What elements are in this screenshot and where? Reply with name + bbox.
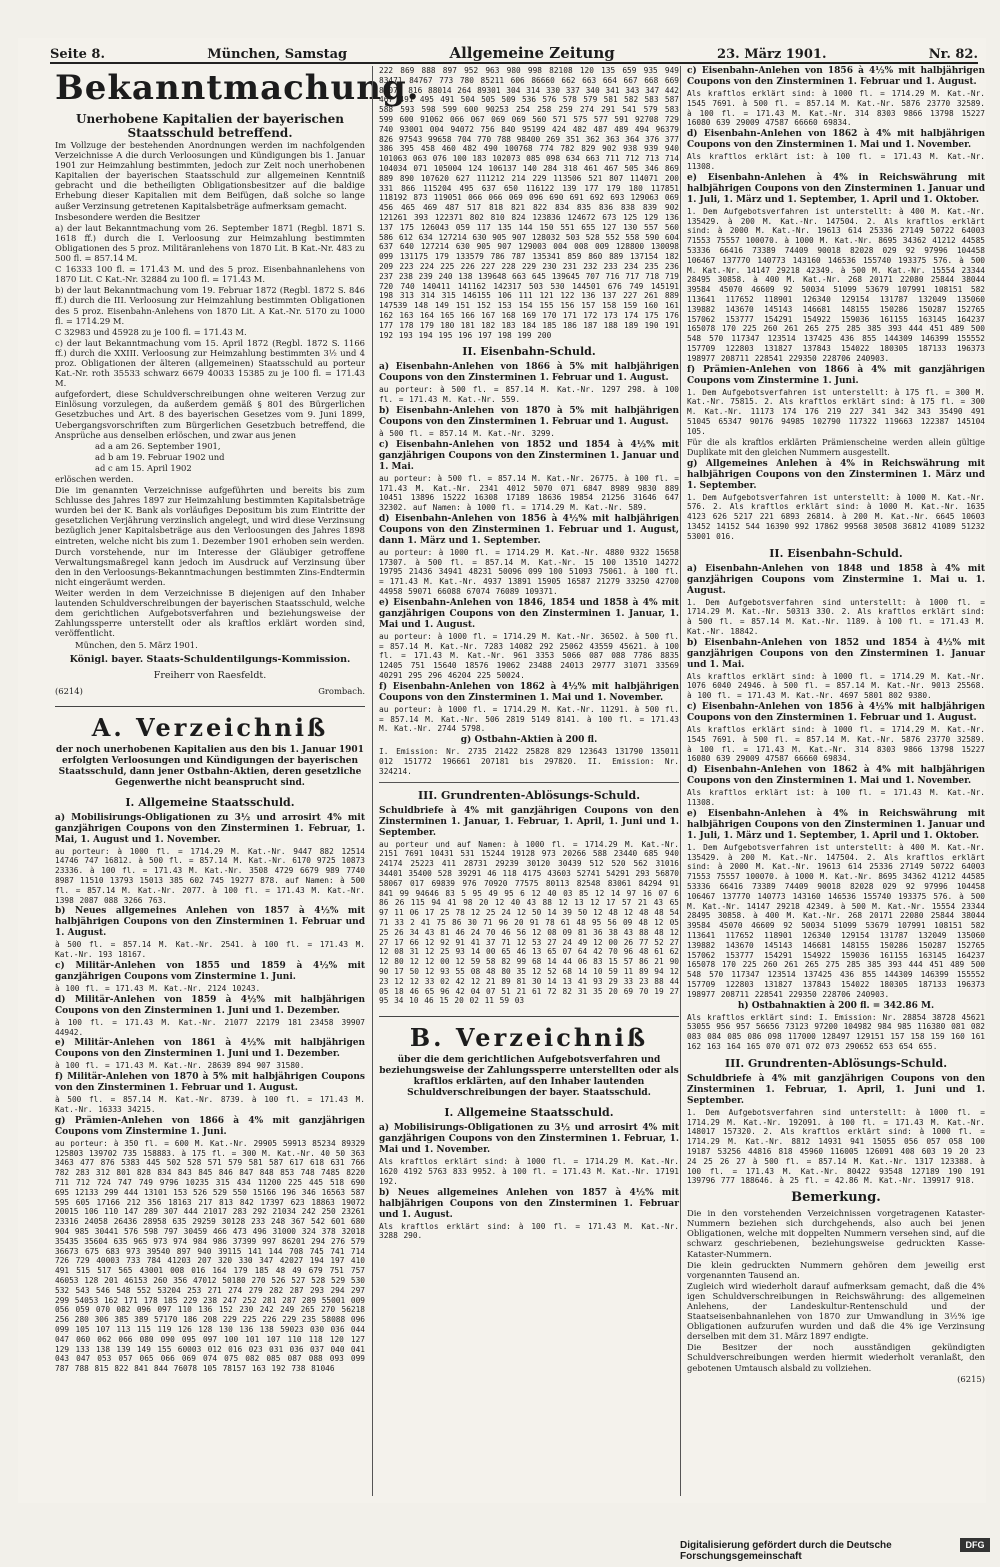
commission-name: Königl. bayer. Staats-Schuldentilgungs-Kommission.	[69, 653, 351, 665]
remark-paragraph: Die klein gedruckten Nummern gehören dem jeweilig erst vorgenannten Tausend an.	[687, 1259, 985, 1280]
section-heading: I. Allgemeine Staatsschuld.	[444, 1106, 614, 1120]
item-heading: e) Eisenbahn-Anlehen von 1846, 1854 und 1858 à 4% mit ganzjährigen Coupons von den Zinsterminen 1. Januar, 1. Mai und 1. August.	[379, 597, 679, 630]
list-item-a2: C 16333 100 fl. = 171.43 M. und des 5 proz. Eisenbahnanlehens von 1870 Lit. C Kat.-Nr. 32884 zu 100 fl. = 171.43 M.	[55, 264, 365, 285]
section-heading: III. Grundrenten-Ablösungs-Schuld.	[417, 788, 641, 802]
catalog-numbers: au porteur: à 1000 fl. = 1714.29 M. Kat.-Nr. 4880 9322 15658 17307. à 500 fl. = 857.14 M. Kat.-Nr. 15 100 13510 14272 19795 21436 34941 48231 50096 099 100 51093 75061. à 100 fl. = 171.43 M. Kat.-Nr. 4937 13891 15905 16587 21279 33250 42700 44958 59071 66088 67074 76089 109371.	[379, 547, 679, 597]
paragraph-4: Weiter werden in dem Verzeichnisse B diejenigen auf den Inhaber lautenden Schuldverschreibungen der bayerischen Staatsschuld, welche dem gerichtlichen Aufgebotsverfahren und beziehungsweise der Zahlungssperre unterstellt oder als kraftlos erklärt worden sind, veröffentlicht.	[55, 588, 365, 639]
item-heading: h) Ostbahnaktien à 200 fl. = 342.86 M.	[737, 1000, 935, 1011]
catalog-numbers: Als kraftlos erklärt sind: à 1000 fl. = 1714.29 M. Kat.-Nr. 1076 6040 24946. à 500 fl. = 857.14 M. Kat.-Nr. 9013 25568. à 100 fl. = 171.43 M. Kat.-Nr. 4697 5801 802 9380.	[687, 671, 985, 701]
section-heading: III. Grundrenten-Ablösungs-Schuld.	[724, 1056, 948, 1070]
paragraph-3: Durch vorstehende, nur im Interesse der Gläubiger getroffene Verwaltungsmaßregel kann jedoch im Ausdruck auf Verzinsung über den in den Verloosungs-Bekanntmachungen bestimmten Zins-Endtermin nicht eingeräumt werden.	[55, 546, 365, 587]
list-item-a: a) der laut Bekanntmachung vom 26. September 1871 (Regbl. 1871 S. 1618 ff.) durch die I. Verloosung zur Heimzahlung bestimmten Obligationen des 5 proz. Militäranlehens von 1870 Lit. B Kat.-Nr. 483 zu 500 fl. = 857.14 M.	[55, 222, 365, 264]
remark-paragraph: Die Besitzer der noch ausständigen gekündigten Schuldverschreibungen werden hiermit wiederholt veranlaßt, den gebotenen Umtausch alsbald zu vollziehen.	[687, 1342, 985, 1373]
verzeichnis-b-description: über die dem gerichtlichen Aufgebotsverfahren und beziehungsweise der Zahlungssperre unterstellten oder als kraftlos erklärten, auf den Inhaber lautenden Schuldverschreibungen der bayer. Staatsschuld.	[379, 1055, 679, 1099]
list-item-b: b) der laut Bekanntmachung vom 19. Februar 1872 (Regbl. 1872 S. 846 ff.) durch die III. Verloosung zur Heimzahlung bestimmten Obligationen des 5 proz. Eisenbahn-Anlehens von 1870 Lit. A Kat.-Nr. 5170 zu 1000 fl. = 1714.29 M.	[55, 285, 365, 326]
list-item-c: c) der laut Bekanntmachung vom 15. April 1872 (Regbl. 1872 S. 1166 ff.) durch die XXIII. Verloosung zur Heimzahlung bestimmten 3½ und 4 proz. Obligationen der älteren (allgemeinen) Staatsschuld au porteur Kat.-Nr. roth 35533 schwarz 6679 40033 15385 zu je 100 fl. = 171.43 M.	[55, 337, 365, 389]
date-line: ad b am 19. Februar 1902 und	[95, 451, 225, 462]
catalog-numbers: au porteur und auf Namen: à 1000 fl. = 1714.29 M. Kat.-Nr. 2151 7691 10431 531 15244 19128 973 20266 588 23440 685 940 24174 25223 411 28731 29239 30120 30439 512 520 562 31016 34401 35400 528 39291 46 118 4175 43603 52741 54291 293 56870 58067 017 69839 976 70920 77575 80113 82548 83061 84294 91 841 99 94646 83 5 95 49 95 6 12 40 03 85 12 14 97 16 07 6 86 26 115 94 41 98 20 12 40 43 88 12 13 12 17 57 21 43 65 97 11 06 17 25 78 12 25 24 12 50 14 39 50 12 48 12 48 48 54 71 33 2 41 75 86 30 71 96 20 91 78 61 48 95 56 09 48 12 05 25 26 34 43 81 46 24 70 46 56 12 08 09 81 36 38 43 88 48 12 27 17 66 12 92 91 41 37 71 12 53 27 24 49 12 00 26 77 52 27 12 08 31 12 25 93 14 00 65 46 13 65 07 64 42 70 96 48 61 62 12 80 12 12 00 12 59 58 82 99 68 14 44 06 83 15 57 86 21 90 90 17 50 12 93 55 08 48 80 35 12 52 68 14 10 59 11 89 94 12 23 12 12 33 02 42 12 21 89 81 30 14 13 41 93 29 33 23 88 44 05 18 46 65 96 42 04 07 51 21 61 72 82 31 35 20 69 70 19 27 95 34 10 46 15 20 02 11 59 03	[379, 839, 679, 1006]
item-heading: a) Eisenbahn-Anlehen von 1848 und 1858 à 4% mit ganzjährigen Coupons vom Zinstermine 1. Mai u. 1. August.	[687, 563, 985, 596]
reference-row	[55, 686, 365, 696]
catalog-numbers: 1. Dem Aufgebotsverfahren sind unterstellt: à 1000 fl. = 1714.29 M. Kat.-Nr. 50313 330. 2. Als kraftlos erklärt sind: à 500 fl. = 857.14 M. Kat.-Nr. 1189. à 100 fl. = 171.43 M. Kat.-Nr. 18842.	[687, 597, 985, 636]
catalog-numbers: au porteur: à 350 fl. = 600 M. Kat.-Nr. 29905 59913 85234 89329 125803 139702 735 158883. à 175 fl. = 300 M. Kat.-Nr. 40 50 363 3463 477 876 5383 445 502 528 571 579 581 587 617 618 631 766 782 283 312 801 828 834 843 845 846 847 848 853 748 7485 8220 711 712 724 747 749 9796 10235 315 434 11200 225 445 518 690 695 12133 299 444 13101 153 526 529 550 15166 196 346 16563 587 595 605 17166 212 356 18163 217 813 842 17397 623 18863 19072 20015 106 110 147 289 307 444 21017 283 292 21034 242 250 23261 23316 24058 26436 28958 635 29259 30128 233 248 367 542 601 680 904 985 30441 576 598 797 30459 466 473 496 31000 324 378 32018 35435 35604 635 965 973 974 984 986 37399 997 86201 294 276 579 36673 675 683 973 39540 897 940 39115 141 144 708 745 741 714 726 729 40003 733 784 41203 207 320 330 347 42027 194 197 410 491 515 517 565 43001 008 016 164 179 185 48 49 679 751 757 46053 128 201 46153 260 356 47012 50180 270 526 527 528 529 530 532 543 546 548 552 53204 253 271 274 279 282 287 293 294 297 299 54053 162 171 178 185 229 238 247 252 281 287 289 55001 009 056 059 070 082 096 097 110 136 152 230 242 249 265 270 56218 256 280 306 385 389 57170 186 208 229 225 226 229 235 58088 096 099 105 107 113 115 119 126 128 130 136 138 59023 030 036 044 047 060 062 066 080 090 095 097 100 101 107 110 118 120 127 129 133 138 139 149 155 60003 012 016 023 031 036 037 040 041 043 047 053 057 065 066 069 074 075 082 085 087 088 093 099 787 788 815 822 841 844 76078 105 78157 163 192 738 81046	[55, 1138, 365, 1374]
signer-name: Freiherr von Raesfeldt.	[153, 669, 267, 681]
item-heading: g) Prämien-Anlehen von 1866 à 4% mit ganzjährigen Coupons vom Zinstermine 1. Juni.	[55, 1115, 365, 1137]
catalog-numbers: à 500 fl. = 857.14 M. Kat.-Nr. 8739. à 100 fl. = 171.43 M. Kat.-Nr. 16333 34215.	[55, 1095, 365, 1115]
item-heading: d) Militär-Anlehen von 1859 à 4½% mit halbjährigen Coupons von den Zinsterminen 1. Juni und 1. Dezember.	[55, 994, 365, 1016]
item-heading: g) Allgemeines Anlehen à 4% in Reichswährung mit halbjährigen Coupons von den Zinsterminen 1. März und 1. September.	[687, 458, 985, 491]
item-heading: a) Mobilisirungs-Obligationen zu 3½ und arrosirt 4% mit ganzjährigen Coupons von den Zinsterminen 1. Februar, 1. Mai und 1. November.	[379, 1123, 679, 1156]
item-heading: f) Militär-Anlehen von 1870 à 5% mit halbjährigen Coupons von den Zinsterminen 1. Februar und 1. August.	[55, 1072, 365, 1094]
dfg-logo: DFG	[960, 1538, 990, 1552]
date-line: ad a am 26. September 1901,	[95, 440, 221, 451]
insbesondere-line: Insbesondere werden die Besitzer	[55, 211, 200, 222]
section-heading: II. Eisenbahn-Schuld.	[462, 345, 596, 359]
catalog-numbers: à 500 fl. = 857.14 M. Kat.-Nr. 3299.	[379, 428, 555, 438]
notice-title: Bekanntmachung.	[55, 68, 420, 108]
reference-number: (6215)	[957, 1373, 985, 1384]
catalog-numbers: au porteur: à 1000 fl. = 1714.29 M. Kat.-Nr. 36502. à 500 fl. = 857.14 M. Kat.-Nr. 7283 14082 292 25062 43559 45621. à 100 fl. = 171.43 M. Kat.-Nr. 961 3353 5066 087 088 7786 8835 12405 751 15640 18576 19062 23488 24013 29777 31071 33569 40291 295 296 46204 225 50024.	[379, 631, 679, 681]
date-line: ad c am 15. April 1902	[95, 462, 192, 473]
page-number: Seite 8.	[50, 47, 105, 62]
catalog-numbers: Als kraftlos erklärt sind: à 1000 fl. = 1714.29 M. Kat.-Nr. 1620 4192 5763 833 9952. à 100 fl. = 171.43 M. Kat.-Nr. 17191 192.	[379, 1157, 679, 1186]
verzeichnis-a-description: der noch unerhobenen Kapitalien aus den bis 1. Januar 1901 erfolgten Verloosungen und Kündigungen der bayerischen Staatsschuld, dann jener Ostbahn-Aktien, deren gesetzliche Gegenwerthe nicht beansprucht sind.	[56, 744, 364, 788]
item-heading: d) Eisenbahn-Anlehen von 1862 à 4% mit halbjährigen Coupons von den Zinsterminen 1. Mai und 1. November.	[687, 765, 985, 787]
column-3	[680, 66, 985, 1496]
paragraph-2: Die im genannten Verzeichnisse aufgeführten und bereits bis zum Schlusse des Jahres 1897 zur Heimzahlung bestimmten Kapitalsbeträge wurden bei der K. Bank als vorläufiges Depositum bis zum Eintritte der gesetzlichen Verjährung verzinslich angelegt, und wird diese Verzinsung bezüglich jener Kapitalsbeträge aus den Verloosungen des Jahres 1898 eintreten, welche nicht bis zum 1. Dezember 1901 erhoben sein werden.	[55, 485, 365, 546]
remark-title: Bemerkung.	[791, 1190, 881, 1206]
item-heading: e) Eisenbahn-Anlehen à 4% in Reichswährung mit halbjährigen Coupons von den Zinsterminen 1. Januar und 1. Juli, 1. März und 1. September, 1. April und 1. Oktober.	[687, 172, 985, 205]
divider	[379, 782, 679, 783]
item-heading: c) Eisenbahn-Anlehen von 1856 à 4½% mit halbjährigen Coupons von den Zinsterminen 1. Februar und 1. August.	[687, 702, 985, 724]
item-heading: c) Eisenbahn-Anlehen von 1856 à 4½% mit halbjährigen Coupons von den Zinsterminen 1. Februar und 1. August.	[687, 66, 985, 87]
reference-number: (6214)	[55, 685, 83, 696]
place-date: München, den 5. März 1901.	[75, 639, 198, 650]
catalog-numbers: 222 869 888 897 952 963 980 998 82108 120 135 659 935 949 83471 84767 773 780 85211 606 86660 662 663 664 667 668 669 87077 816 88014 264 89301 304 314 330 337 340 341 343 347 442 467 491 495 491 504 505 509 536 576 578 579 581 582 583 587 588 593 598 599 600 90253 254 258 259 274 291 541 579 583 599 600 91062 066 067 069 069 560 571 575 577 591 92708 729 740 93001 004 94072 756 840 95199 424 482 487 489 494 96379 826 97543 99658 704 770 788 98400 269 351 362 363 364 376 377 386 395 458 460 482 490 100768 774 782 829 902 938 939 940 101063 063 076 100 183 102073 085 098 634 663 711 712 713 714 104034 071 105004 124 106137 140 284 318 461 467 505 346 869 889 890 107620 627 111212 214 229 113506 521 807 114071 200 331 866 115204 495 637 650 116122 139 177 179 180 117851 118192 873 119051 066 066 069 096 690 691 692 693 129063 069 456 465 469 487 517 818 821 822 834 835 836 838 839 902 121261 393 122371 802 810 824 123836 124672 673 125 129 136 137 175 126043 059 117 135 144 150 551 655 127 130 557 560 586 612 634 127214 630 905 907 128032 503 528 552 558 590 604 637 640 127214 630 905 907 129003 004 008 009 128800 130098 099 131175 179 133579 786 787 135341 859 860 889 137154 182 209 223 224 225 226 227 228 229 230 231 232 233 234 235 236 237 238 239 240 138 139648 663 645 139645 707 716 717 718 719 720 740 140411 141162 142317 503 530 144501 676 749 145191 198 313 314 315 146155 106 111 121 122 136 137 227 261 889 147539 148 149 151 152 153 154 155 156 157 158 159 160 161 162 163 164 165 166 167 168 169 170 171 172 173 174 175 176 177 178 179 180 181 182 183 184 185 186 187 188 189 190 191 192 193 194 195 196 197 198 199 200	[379, 66, 679, 340]
catalog-numbers: 1. Dem Aufgebotsverfahren ist unterstellt: à 1000 M. Kat.-Nr. 576. 2. Als kraftlos erklärt sind: à 1000 M. Kat.-Nr. 1635 4123 626 5217 221 6893 26814. à 200 M. Kat.-Nr. 6645 10603 13452 14152 544 16390 992 17862 99568 30508 36812 41089 51232 53001 016.	[687, 492, 985, 541]
item-heading: f) Prämien-Anlehen von 1866 à 4% mit ganzjährigen Coupons vom Zinstermine 1. Juni.	[687, 364, 985, 386]
catalog-numbers: Als kraftlos erklärt sind: à 100 fl. = 171.43 M. Kat.-Nr. 3288 290.	[379, 1221, 679, 1241]
digitization-credit: Digitalisierung gefördert durch die Deutsche Forschungsgemeinschaft	[680, 1540, 892, 1562]
item-heading: c) Militär-Anlehen von 1855 und 1859 à 4½% mit ganzjährigen Coupons vom Zinstermine 1. Juni.	[55, 961, 365, 983]
issue-date: 23. März 1901.	[717, 47, 827, 62]
column-1	[55, 66, 420, 1496]
item-heading: e) Militär-Anlehen von 1861 à 4½% mit halbjährigen Coupons von den Zinsterminen 1. Juni und 1. Dezember.	[55, 1038, 365, 1060]
catalog-numbers: au porteur: à 1000 fl. = 1714.29 M. Kat.-Nr. 9447 882 12514 14746 747 16812. à 500 fl. = 857.14 M. Kat.-Nr. 6170 9725 10873 23336. à 100 fl. = 171.43 M. Kat.-Nr. 3508 4729 6679 989 7740 8987 11510 13793 15013 385 602 745 19277 878. auf Namen: à 500 fl. = 857.14 M. Kat.-Nr. 2077. à 100 fl. = 171.43 M. Kat.-Nr. 1398 2087 088 3266 763.	[55, 846, 365, 905]
catalog-numbers: 1. Dem Aufgebotsverfahren sind unterstellt: à 1000 fl. = 1714.29 M. Kat.-Nr. 192091. à 100 fl. = 171.43 M. Kat.-Nr. 148017 157320. 2. Als kraftlos erklärt sind: à 1000 fl. = 1714.29 M. Kat.-Nr. 8812 14931 941 15055 056 057 058 100 19187 53256 44816 818 45960 116005 126091 408 603 19 20 23 24 25 26 27 à 500 fl. = 857.14 M. Kat.-Nr. 1317 123388. à 100 fl. = 171.43 M. Kat.-Nr. 80422 93548 127189 190 191 139796 777 188646. à 25 fl. = 42.86 M. Kat.-Nr. 139917 918.	[687, 1107, 985, 1186]
item-heading: b) Neues allgemeines Anlehen von 1857 à 4½% mit halbjährigen Coupons von den Zinsterminen 1. Februar und 1. August.	[379, 1187, 679, 1220]
intro-paragraph: Im Vollzuge der bestehenden Anordnungen werden im nachfolgenden Verzeichnisse A die durch Verloosungen und Kündigungen bis 1. Januar 1901 zur Heimzahlung bestimmten, jedoch zur Zeit noch unerhobenen Kapitalien der bayerischen Staatsschuld zur allgemeinen Kenntniß gebracht und die betheiligten Obligationsbesitzer auf die baldige Erhebung dieser Kapitalien mit dem Beifügen, daß solche so lange außer Verzinsung getretenen Kapitalsbeträge aufmerksam gemacht.	[55, 140, 365, 211]
column-2	[372, 66, 679, 1496]
section-heading: I. Allgemeine Staatsschuld.	[125, 795, 295, 809]
remark-paragraph: Die in den vorstehenden Verzeichnissen vorgetragenen Kataster-Nummern beziehen sich durchgehends, also auch bei jenen Obligationen, welche mit doppelten Nummern versehen sind, auf die schwarz geschriebenen, beziehungsweise gedruckten Kasse-Kataster-Nummern.	[687, 1208, 985, 1259]
remark-paragraph: Zugleich wird wiederholt darauf aufmerksam gemacht, daß die 4% igen Schuldverschreibungen in Reichswährung: des allgemeinen Anlehens, der Landeskultur-Rentenschuld und der Staatseisenbahnanlehen von 1870 zur Umwandlung in 3½% ige Obligationen aufzurufen wurden und daß die 4% ige Verzinsung derselben mit dem 31. März 1897 endigte.	[687, 1280, 985, 1342]
item-heading: d) Eisenbahn-Anlehen von 1856 à 4½% mit halbjährigen Coupons von den Zinsterminen 1. Februar und 1. August, dann 1. März und 1. September.	[379, 513, 679, 546]
catalog-numbers: Als kraftlos erklärt sind: à 1000 fl. = 1714.29 M. Kat.-Nr. 1545 7691. à 500 fl. = 857.14 M. Kat.-Nr. 5876 23770 32589. à 100 fl. = 171.43 M. Kat.-Nr. 314 8303 9866 13798 15227 16080 639 29009 47587 66660 69834.	[687, 89, 985, 128]
catalog-numbers: Als kraftlos erklärt ist: à 100 fl. = 171.43 M. Kat.-Nr. 11308.	[687, 152, 985, 171]
aufgefordert-paragraph: aufgefordert, diese Schuldverschreibungen ohne weiteren Verzug zur Einlösung vorzulegen, da außerdem gemäß § 801 des Bürgerlichen Gesetzbuches und Art. 8 des bayerischen Gesetzes vom 9. Juni 1899, Uebergangsvorschriften zum Bürgerlichen Gesetzbuch betreffend, die Ansprüche aus denselben erlöschen, und zwar aus jenen	[55, 389, 365, 440]
notice-subtitle: Unerhobene Kapitalien der bayerischen Staatsschuld betreffend.	[76, 112, 344, 140]
city-day: München, Samstag	[207, 47, 348, 62]
catalog-numbers: au porteur: à 500 fl. = 857.14 M. Kat.-Nr. 26775. à 100 fl. = 171.43 M. Kat.-Nr. 2341 4012 5070 071 6847 8989 9830 889 10451 13896 15222 16308 17189 18636 19854 21256 31646 647 32302. auf Namen: à 1000 fl. = 1714.29 M. Kat.-Nr. 589.	[379, 473, 679, 513]
catalog-numbers: à 100 fl. = 171.43 M. Kat.-Nr. 28639 894 907 31580.	[55, 1061, 305, 1071]
reference-name: Grombach.	[318, 685, 365, 696]
item-heading: Schuldbriefe à 4% mit ganzjährigen Coupons von den Zinsterminen 1. Januar, 1. Februar, 1. April, 1. Juni und 1. September.	[379, 805, 679, 838]
item-heading: a) Eisenbahn-Anlehen von 1866 à 5% mit halbjährigen Coupons von den Zinsterminen 1. Februar und 1. August.	[379, 362, 679, 384]
newspaper-name: Allgemeine Zeitung	[449, 44, 615, 62]
catalog-numbers: à 100 fl. = 171.43 M. Kat.-Nr. 2124 10243.	[55, 984, 261, 994]
item-heading: g) Ostbahn-Aktien à 200 fl.	[460, 735, 598, 746]
verzeichnis-b-title: B. Verzeichniß	[379, 1016, 679, 1053]
catalog-numbers: 1. Dem Aufgebotsverfahren ist unterstellt: à 400 M. Kat.-Nr. 135429. à 200 M. Kat.-Nr. 147504. 2. Als kraftlos erklärt sind: à 2000 M. Kat.-Nr. 19613 614 25336 27149 50722 64003 71553 75557 100070. à 1000 M. Kat.-Nr. 8695 34362 41212 44585 53336 66416 73389 74409 90018 82028 029 92 97996 104458 106467 137770 140773 143160 146536 155740 193375 576. à 500 M. Kat.-Nr. 14147 29218 42349. à 500 M. Kat.-Nr. 15554 23344 28495 30858. à 400 M. Kat.-Nr. 268 20171 22080 25844 38044 39584 45070 46609 92 50034 51099 53679 107991 108151 582 113641 117652 118901 126340 129154 131787 132049 135060 139882 143670 145143 146681 148155 150286 150287 152765 157062 153777 154291 154922 159036 161155 163145 164237 165078 170 225 260 261 265 275 285 385 393 444 451 489 500 548 570 117347 123514 137425 436 855 144309 146399 155552 157709 122803 131827 137843 154022 180305 187133 196373 198977 208711 228541 229350 228706 240903.	[687, 206, 985, 363]
item-heading: Schuldbriefe à 4% mit ganzjährigen Coupons von den Zinsterminen 1. Februar, 1. April, 1. Juni und 1. September.	[687, 1073, 985, 1106]
list-item-b2: C 32983 und 45928 zu je 100 fl. = 171.43 M.	[55, 326, 247, 337]
section-heading: II. Eisenbahn-Schuld.	[769, 546, 903, 560]
item-heading: b) Eisenbahn-Anlehen von 1870 à 5% mit halbjährigen Coupons von den Zinsterminen 1. Februar und 1. August.	[379, 405, 679, 427]
item-heading: c) Eisenbahn-Anlehen von 1852 und 1854 à 4½% mit ganzjährigen Coupons von den Zinsterminen 1. Januar und 1. Mai.	[379, 439, 679, 472]
catalog-numbers: à 500 fl. = 857.14 M. Kat.-Nr. 2541. à 100 fl. = 171.43 M. Kat.-Nr. 193 18167.	[55, 940, 365, 960]
catalog-numbers: à 100 fl. = 171.43 M. Kat.-Nr. 21077 22179 181 23458 39907 44942.	[55, 1017, 365, 1037]
catalog-numbers: au porteur: à 1000 fl. = 1714.29 M. Kat.-Nr. 11291. à 500 fl. = 857.14 M. Kat.-Nr. 506 2819 5149 8141. à 100 fl. = 171.43 M. Kat.-Nr. 2744 5798.	[379, 704, 679, 734]
item-heading: b) Neues allgemeines Anlehen von 1857 à 4½% mit halbjährigen Coupons von den Zinsterminen 1. Februar und 1. August.	[55, 906, 365, 939]
catalog-numbers: I. Emission: Nr. 2735 21422 25828 829 123643 131790 135011 012 151772 196661 207181 bis 297820. II. Emission: Nr. 324214.	[379, 747, 679, 776]
catalog-numbers: 1. Dem Aufgebotsverfahren ist unterstellt: à 175 fl. = 300 M. Kat.-Nr. 75815. 2. Als kraftlos erklärt sind: à 175 fl. = 300 M. Kat.-Nr. 11173 174 176 219 227 341 342 343 35490 491 51045 65347 90176 94985 102790 117322 119663 122387 145104 105.	[687, 387, 985, 436]
catalog-numbers: Als kraftlos erklärt sind: à 1000 fl. = 1714.29 M. Kat.-Nr. 1545 7691. à 500 fl. = 857.14 M. Kat.-Nr. 5876 23770 32589. à 100 fl. = 171.43 M. Kat.-Nr. 314 8303 9866 13798 15227 16080 639 29009 47587 66660 69834.	[687, 725, 985, 764]
item-heading: d) Eisenbahn-Anlehen von 1862 à 4% mit halbjährigen Coupons von den Zinsterminen 1. Mai und 1. November.	[687, 129, 985, 151]
item-heading: e) Eisenbahn-Anlehen à 4% in Reichswährung mit halbjährigen Coupons von den Zinsterminen 1. Januar und 1. Juli, 1. März und 1. September, 1. April und 1. Oktober.	[687, 808, 985, 841]
erloeschen-line: erlöschen werden.	[55, 474, 134, 484]
item-heading: b) Eisenbahn-Anlehen von 1852 und 1854 à 4½% mit ganzjährigen Coupons von den Zinsterminen 1. Januar und 1. Mai.	[687, 637, 985, 670]
page-header	[50, 38, 978, 64]
note: Für die als kraftlos erklärten Prämienscheine werden allein gültige Duplikate mit den gleichen Nummern ausgestellt.	[687, 437, 985, 457]
catalog-numbers: Als kraftlos erklärt ist: à 100 fl. = 171.43 M. Kat.-Nr. 11308.	[687, 788, 985, 808]
catalog-numbers: au porteur: à 500 fl. = 857.14 M. Kat.-Nr. 1297 298. à 100 fl. = 171.43 M. Kat.-Nr. 559.	[379, 385, 679, 405]
catalog-numbers: 1. Dem Aufgebotsverfahren ist unterstellt: à 400 M. Kat.-Nr. 135429. à 200 M. Kat.-Nr. 147504. 2. Als kraftlos erklärt sind: à 2000 M. Kat.-Nr. 19613 614 25336 27149 50722 64003 71553 75557 100070. à 1000 M. Kat.-Nr. 8695 34362 41212 44585 53336 66416 73389 74409 90018 82028 029 92 97996 104458 106467 137770 140773 143160 146536 155740 193375 576. à 500 M. Kat.-Nr. 14147 29218 42349. à 500 M. Kat.-Nr. 15554 23344 28495 30858. à 400 M. Kat.-Nr. 268 20171 22080 25844 38044 39584 45070 46609 92 50034 51099 53679 107991 108151 582 113641 117652 118901 126340 129154 131787 132049 135060 139882 143670 145143 146681 148155 150286 150287 152765 157062 153777 154291 154922 159036 161155 163145 164237 165078 170 225 260 261 265 275 285 385 393 444 451 489 500 548 570 117347 123514 137425 436 855 144309 146399 155552 157709 122803 131827 137843 154022 180305 187133 196373 198977 208711 228541 229350 228706 240903.	[687, 842, 985, 999]
issue-number: Nr. 82.	[928, 47, 978, 62]
item-heading: a) Mobilisirungs-Obligationen zu 3½ und arrosirt 4% mit ganzjährigen Coupons von den Zinsterminen 1. Februar, 1. Mai, 1. August und 1. November.	[55, 812, 365, 845]
catalog-numbers: Als kraftlos erklärt sind: I. Emission: Nr. 28854 38728 45621 53055 956 957 56656 73123 97200 104982 984 985 116380 081 082 083 084 085 086 098 117000 128497 129151 157 158 159 160 161 162 163 164 165 070 071 072 073 290652 653 654 655.	[687, 1012, 985, 1051]
item-heading: f) Eisenbahn-Anlehen von 1862 à 4½% mit halbjährigen Coupons von den Zinsterminen 1. Mai und 1. November.	[379, 681, 679, 703]
verzeichnis-a-title: A. Verzeichniß	[55, 706, 365, 743]
